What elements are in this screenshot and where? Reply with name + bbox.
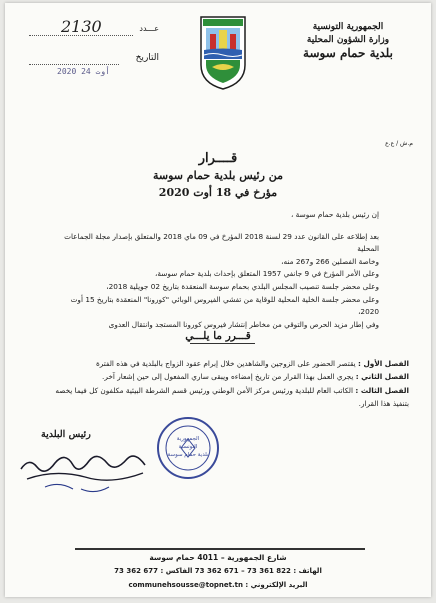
preamble-council-session: وعلى محضر جلسة تنصيب المجلس البلدي بحمام سوسة المنعقدة بتاريخ 02 جويلية 2018، (106, 281, 379, 291)
article-3-label: الفصل الثالث : (355, 385, 409, 395)
article-3-text: الكاتب العام للبلدية ورئيس مركز الأمن الوطني ورئيس قسم الشرطة البيئية مكلفون كل فيما يخصه (55, 385, 354, 395)
signatory-title: رئيس البلدية (41, 429, 91, 440)
date-stamp: 2020 أوت 24 (57, 67, 110, 76)
preamble (59, 209, 379, 331)
decision-heading-underline (190, 343, 255, 344)
footer-email: البريد الإلكتروني : communehsousse@topnet.tn (128, 581, 308, 589)
decision-title: قــــرار (198, 151, 238, 166)
document-number-field (21, 17, 159, 39)
preamble-law-reference: بعد إطلاعه على القانون عدد 29 لسنة 2018 المؤرخ في 09 ماي 2018 والمتعلق بإصدار مجلة الجماعات المحلية (64, 231, 379, 254)
date-label: التاريخ (135, 53, 159, 63)
articles (39, 357, 409, 411)
document-date-field (21, 50, 159, 68)
handwritten-signature-icon (15, 439, 155, 509)
preamble-covid-cell-session: وعلى محضر جلسة الخلية المحلية للوقاية من تفشي الفيروس الوبائي "كورونا" المنعقدة بتاريخ 15 أوت 2020، (70, 294, 379, 317)
footer-phones: الهاتف : 822 361 73 – 671 362 73 الفاكس : 677 362 73 (114, 567, 322, 575)
decision-issuer: من رئيس بلدية حمام سوسة (152, 169, 284, 182)
article-2-label: الفصل الثاني : (355, 372, 409, 382)
decision-date: مؤرخ في 18 أوت 2020 (158, 186, 278, 199)
preamble-law-articles: وخاصة الفصلين 266 و267 منه، (281, 256, 379, 266)
article-1-label: الفصل الأول : (358, 359, 409, 368)
article-2-text: يجري العمل بهذا القرار من تاريخ إمضاءه ويبقى ساري المفعول إلى حين إشعار آخر. (102, 372, 354, 382)
article-3-continued: بتنفيذ هذا القرار. (358, 399, 409, 409)
seal-line-2: بلدية حمام سوسة (167, 452, 209, 458)
seal-text (167, 435, 209, 459)
decision-heading: قـــرر ما يلـــي (185, 330, 251, 342)
republic-line: الجمهورية التونسية (312, 22, 384, 32)
document-page (5, 3, 431, 597)
article-1 (39, 357, 409, 370)
seal-line-1: الجمهورية التونسية (176, 436, 200, 450)
article-3 (39, 384, 409, 397)
footer-divider (75, 548, 365, 550)
government-header (293, 21, 403, 60)
municipality-line: بلدية حمام سوسة (303, 46, 393, 60)
municipality-emblem-icon (198, 13, 248, 91)
handwritten-number: 2130 (61, 17, 102, 36)
article-2 (39, 370, 409, 383)
footer-address: شارع الجمهورية – 4011 حمام سوسة (149, 553, 287, 562)
preamble-opening: إن رئيس بلدية حمام سوسة ، (291, 210, 379, 219)
number-label: عـــدد (139, 24, 159, 33)
article-1-text: يقتصر الحضور على الزوجين والشاهدين خلال إبرام عقود الزواج بالبلدية في هذه الفترة (95, 359, 356, 368)
reference-code: م.ش / ع.ع (385, 140, 413, 147)
preamble-decree-reference: وعلى الأمر المؤرخ في 9 جانفي 1957 المتعلق بإحداث بلدية حمام سوسة، (155, 269, 379, 279)
ministry-line: وزارة الشؤون المحلية (306, 35, 390, 45)
date-dotted-line (29, 64, 119, 65)
preamble-prevention: وفي إطار مزيد الحرص والتوقي من مخاطر إنتشار فيروس كورونا المستجد وانتقال العدوى (108, 319, 379, 329)
